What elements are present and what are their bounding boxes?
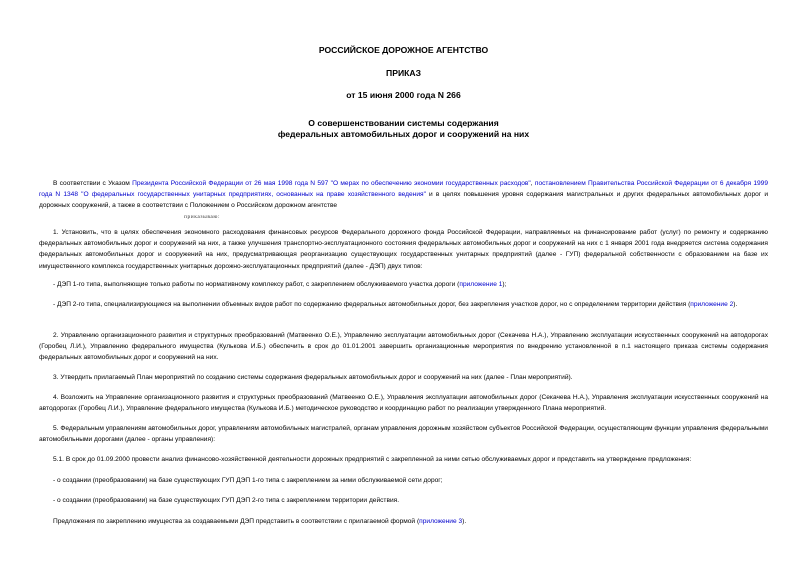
paragraph-5-1: 5.1. В срок до 01.09.2000 провести анализ финансово-хозяйственной деятельности дорожных предприятий с закрепленной за ними сетью обслуживаемых дорог и представить на утверждение предложения: xyxy=(53,456,692,463)
preamble-text-3: и в целях повышения уровня содержания магистральных и других федеральных автомобильных дорог и дорожных сооружений, а также в соответствии с Положением о Российском дорожном агентстве xyxy=(39,191,768,210)
dep-type-2-text: - ДЭП 2-го типа, специализирующиеся на выполнении объемных видов работ по содержанию федеральных автомобильных дорог, без закрепления участков дорог, но с определением территории действия ( xyxy=(53,301,691,308)
paragraph-2: 2. Управлению организационного развития и структурных преобразований (Матвеенко О.Е.), Управлению эксплуатации автомобильных дорог (Секачева Н.А.), Управлению эксплуатации искусственных сооружений на автодорогах (Горобец Л.И.), Управлению федерального имущества (Кулькова И.Б.) обеспечить в срок до 01.01.2001 завершить организационные мероприятия по внедрению установленной в п.1 настоящего приказа системы содержания федеральных автомобильных дорог и сооружений на них. xyxy=(39,332,768,362)
appendix-3-link[interactable]: приложение 3 xyxy=(419,518,463,525)
government-resolution-link[interactable]: постановлением Правительства Российской Федерации от 6 декабря 1999 года N 1348 "О федеральных государственных унитарных предприятиях, основанных на праве хозяйственного ведения" xyxy=(39,180,768,199)
dep-type-2-item xyxy=(39,299,768,310)
preamble-text-1: В соответствии с Указом xyxy=(53,180,133,187)
preamble xyxy=(39,178,768,212)
paragraph-5: 5. Федеральным управлениям автомобильных дорог, управлениям автомобильных магистралей, органам управления дорожным хозяйством субъектов Российской Федерации, осуществляющим функции управления федеральными автомобильными дорогами (далее - органы управления): xyxy=(39,425,768,444)
agency-title: РОССИЙСКОЕ ДОРОЖНОЕ АГЕНТСТВО xyxy=(318,45,489,55)
document-type: ПРИКАЗ xyxy=(386,68,421,78)
presidential-decree-link[interactable]: Президента Российской Федерации от 26 мая 1998 года N 597 "О мерах по обеспечению экономии государственных расходов" xyxy=(132,180,531,187)
title-line-2: федеральных автомобильных дорог и сооружений на них xyxy=(277,129,530,139)
dep-type-2-end: ). xyxy=(733,301,738,308)
paragraph-5-2-end: ). xyxy=(462,518,467,525)
dep-type-1-item xyxy=(39,279,768,290)
title-line-1: О совершенствовании системы содержания xyxy=(308,118,499,128)
dep-type-1-end: ); xyxy=(502,281,507,288)
paragraph-5-1-item-a: - о создании (преобразовании) на базе существующих ГУП ДЭП 1-го типа с закреплением за ними обслуживаемой сети дорог; xyxy=(53,477,443,484)
dep-type-1-text: - ДЭП 1-го типа, выполняющие только работы по нормативному комплексу работ, с закреплением обслуживаемого участка дороги ( xyxy=(53,281,460,288)
appendix-1-link[interactable]: приложение 1 xyxy=(459,281,503,288)
paragraph-3: 3. Утвердить прилагаемый План мероприятий по созданию системы содержания федеральных автомобильных дорог и сооружений на них (далее - План мероприятий). xyxy=(53,374,573,381)
preamble-text-2: , xyxy=(530,180,535,187)
appendix-2-link[interactable]: приложение 2 xyxy=(690,301,734,308)
orders-word: приказываю: xyxy=(184,214,221,220)
paragraph-5-2 xyxy=(39,516,768,527)
paragraph-5-2-text: Предложения по закреплению имущества за создаваемыми ДЭП представить в соответствии с прилагаемой формой ( xyxy=(53,518,420,525)
paragraph-1: 1. Установить, что в целях обеспечения экономного расходования финансовых ресурсов Федерального дорожного фонда Российской Федерации, направляемых на финансирование работ (услуг) по ремонту и содержанию федеральных автомобильных дорог и сооружений на них, а также улучшения транспортно-эксплуатационного состояния федеральных автомобильных дорог и сооружений на них с 1 января 2001 года внедряется система содержания федеральных автомобильных дорог и сооружений на них, предусматривающая реорганизацию существующих государственных унитарных предприятий (далее - ГУП) федеральной собственности с образованием на базе их имущественного комплекса государственных унитарных дорожно-эксплуатационных предприятий (далее - ДЭП) двух типов: xyxy=(39,229,768,270)
paragraph-5-1-item-b: - о создании (преобразовании) на базе существующих ГУП ДЭП 2-го типа с закреплением территории действия. xyxy=(53,497,400,504)
date-and-number: от 15 июня 2000 года N 266 xyxy=(346,90,461,100)
paragraph-4: 4. Возложить на Управление организационного развития и структурных преобразований (Матвеенко О.Е.), Управления эксплуатации автомобильных дорог (Секачева Н.А.), Управления эксплуатации искусственных сооружений на автодорогах (Горобец Л.И.), Управление федерального имущества (Кулькова И.Б.) методическое руководство и координацию работ по реализации утвержденного Плана мероприятий. xyxy=(39,394,768,413)
